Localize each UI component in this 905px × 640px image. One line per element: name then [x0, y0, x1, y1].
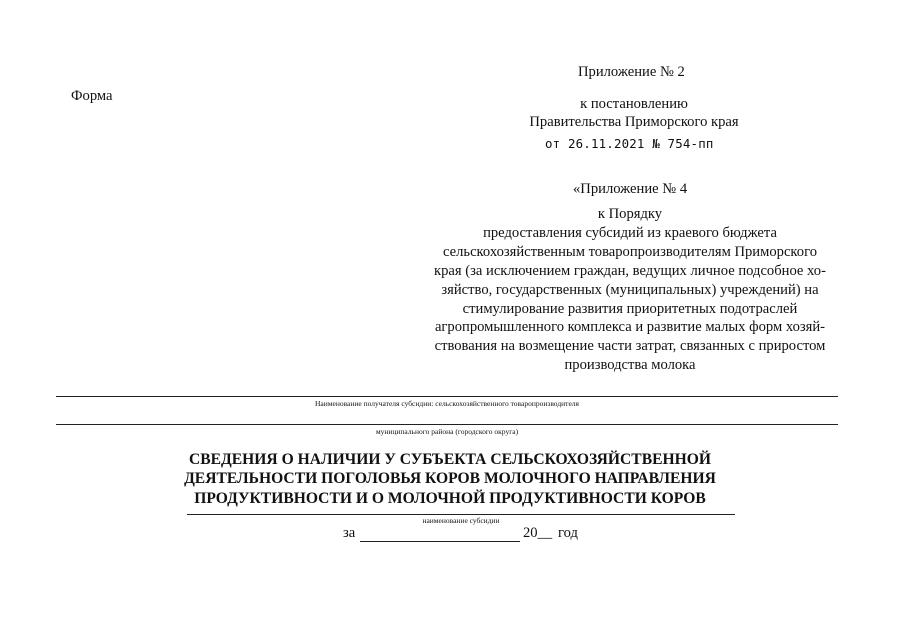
appendix-4-line: стимулирование развития приоритетных подотраслей [462, 300, 798, 317]
resolution-reference: к постановлению [580, 96, 688, 112]
appendix-4-line: зяйство, государственных (муниципальных) учреждений) на [441, 281, 819, 298]
title-line: СВЕДЕНИЯ О НАЛИЧИИ У СУБЪЕКТА СЕЛЬСКОХОЗЯЙСТВЕННОЙ [188, 451, 712, 468]
appendix-4-line: к Порядку [597, 206, 663, 222]
recipient-field-line[interactable] [56, 396, 838, 397]
appendix-number: Приложение № 2 [578, 64, 685, 80]
appendix-4-line: края (за исключением граждан, ведущих личное подсобное хо- [434, 262, 826, 279]
recipient-caption: Наименование получателя субсидии: сельскохозяйственного товаропроизводителя [315, 399, 579, 408]
subsidy-field-line[interactable] [187, 514, 735, 515]
appendix-4-line: производства молока [564, 357, 696, 374]
period-field-line[interactable] [360, 541, 520, 542]
appendix-4-line: агропромышленного комплекса и развитие малых форм хозяй- [434, 319, 826, 336]
subsidy-caption: наименование субсидии [422, 516, 500, 525]
document-title [150, 450, 750, 508]
appendix-4-text [412, 205, 848, 375]
government-name: Правительства Приморского края [529, 114, 739, 130]
period-suffix: год [558, 525, 578, 541]
period-prefix: за [343, 525, 356, 541]
period-year: 20__ [523, 525, 553, 541]
district-caption: муниципального района (городского округа) [375, 427, 519, 436]
appendix-4-line: сельскохозяйственным товаропроизводителям Приморского [443, 243, 817, 260]
form-label: Форма [71, 88, 113, 104]
district-field-line[interactable] [56, 424, 838, 425]
appendix-4-title: «Приложение № 4 [573, 181, 688, 197]
appendix-4-line: предоставления субсидий из краевого бюджета [483, 224, 777, 241]
title-line: ДЕЯТЕЛЬНОСТИ ПОГОЛОВЬЯ КОРОВ МОЛОЧНОГО НАПРАВЛЕНИЯ [184, 470, 716, 488]
title-line: ПРОДУКТИВНОСТИ И О МОЛОЧНОЙ ПРОДУКТИВНОСТИ КОРОВ [194, 489, 706, 507]
resolution-stamp: от 26.11.2021 № 754-пп [545, 136, 714, 151]
appendix-4-line: ствования на возмещение части затрат, связанных с приростом [434, 338, 826, 355]
